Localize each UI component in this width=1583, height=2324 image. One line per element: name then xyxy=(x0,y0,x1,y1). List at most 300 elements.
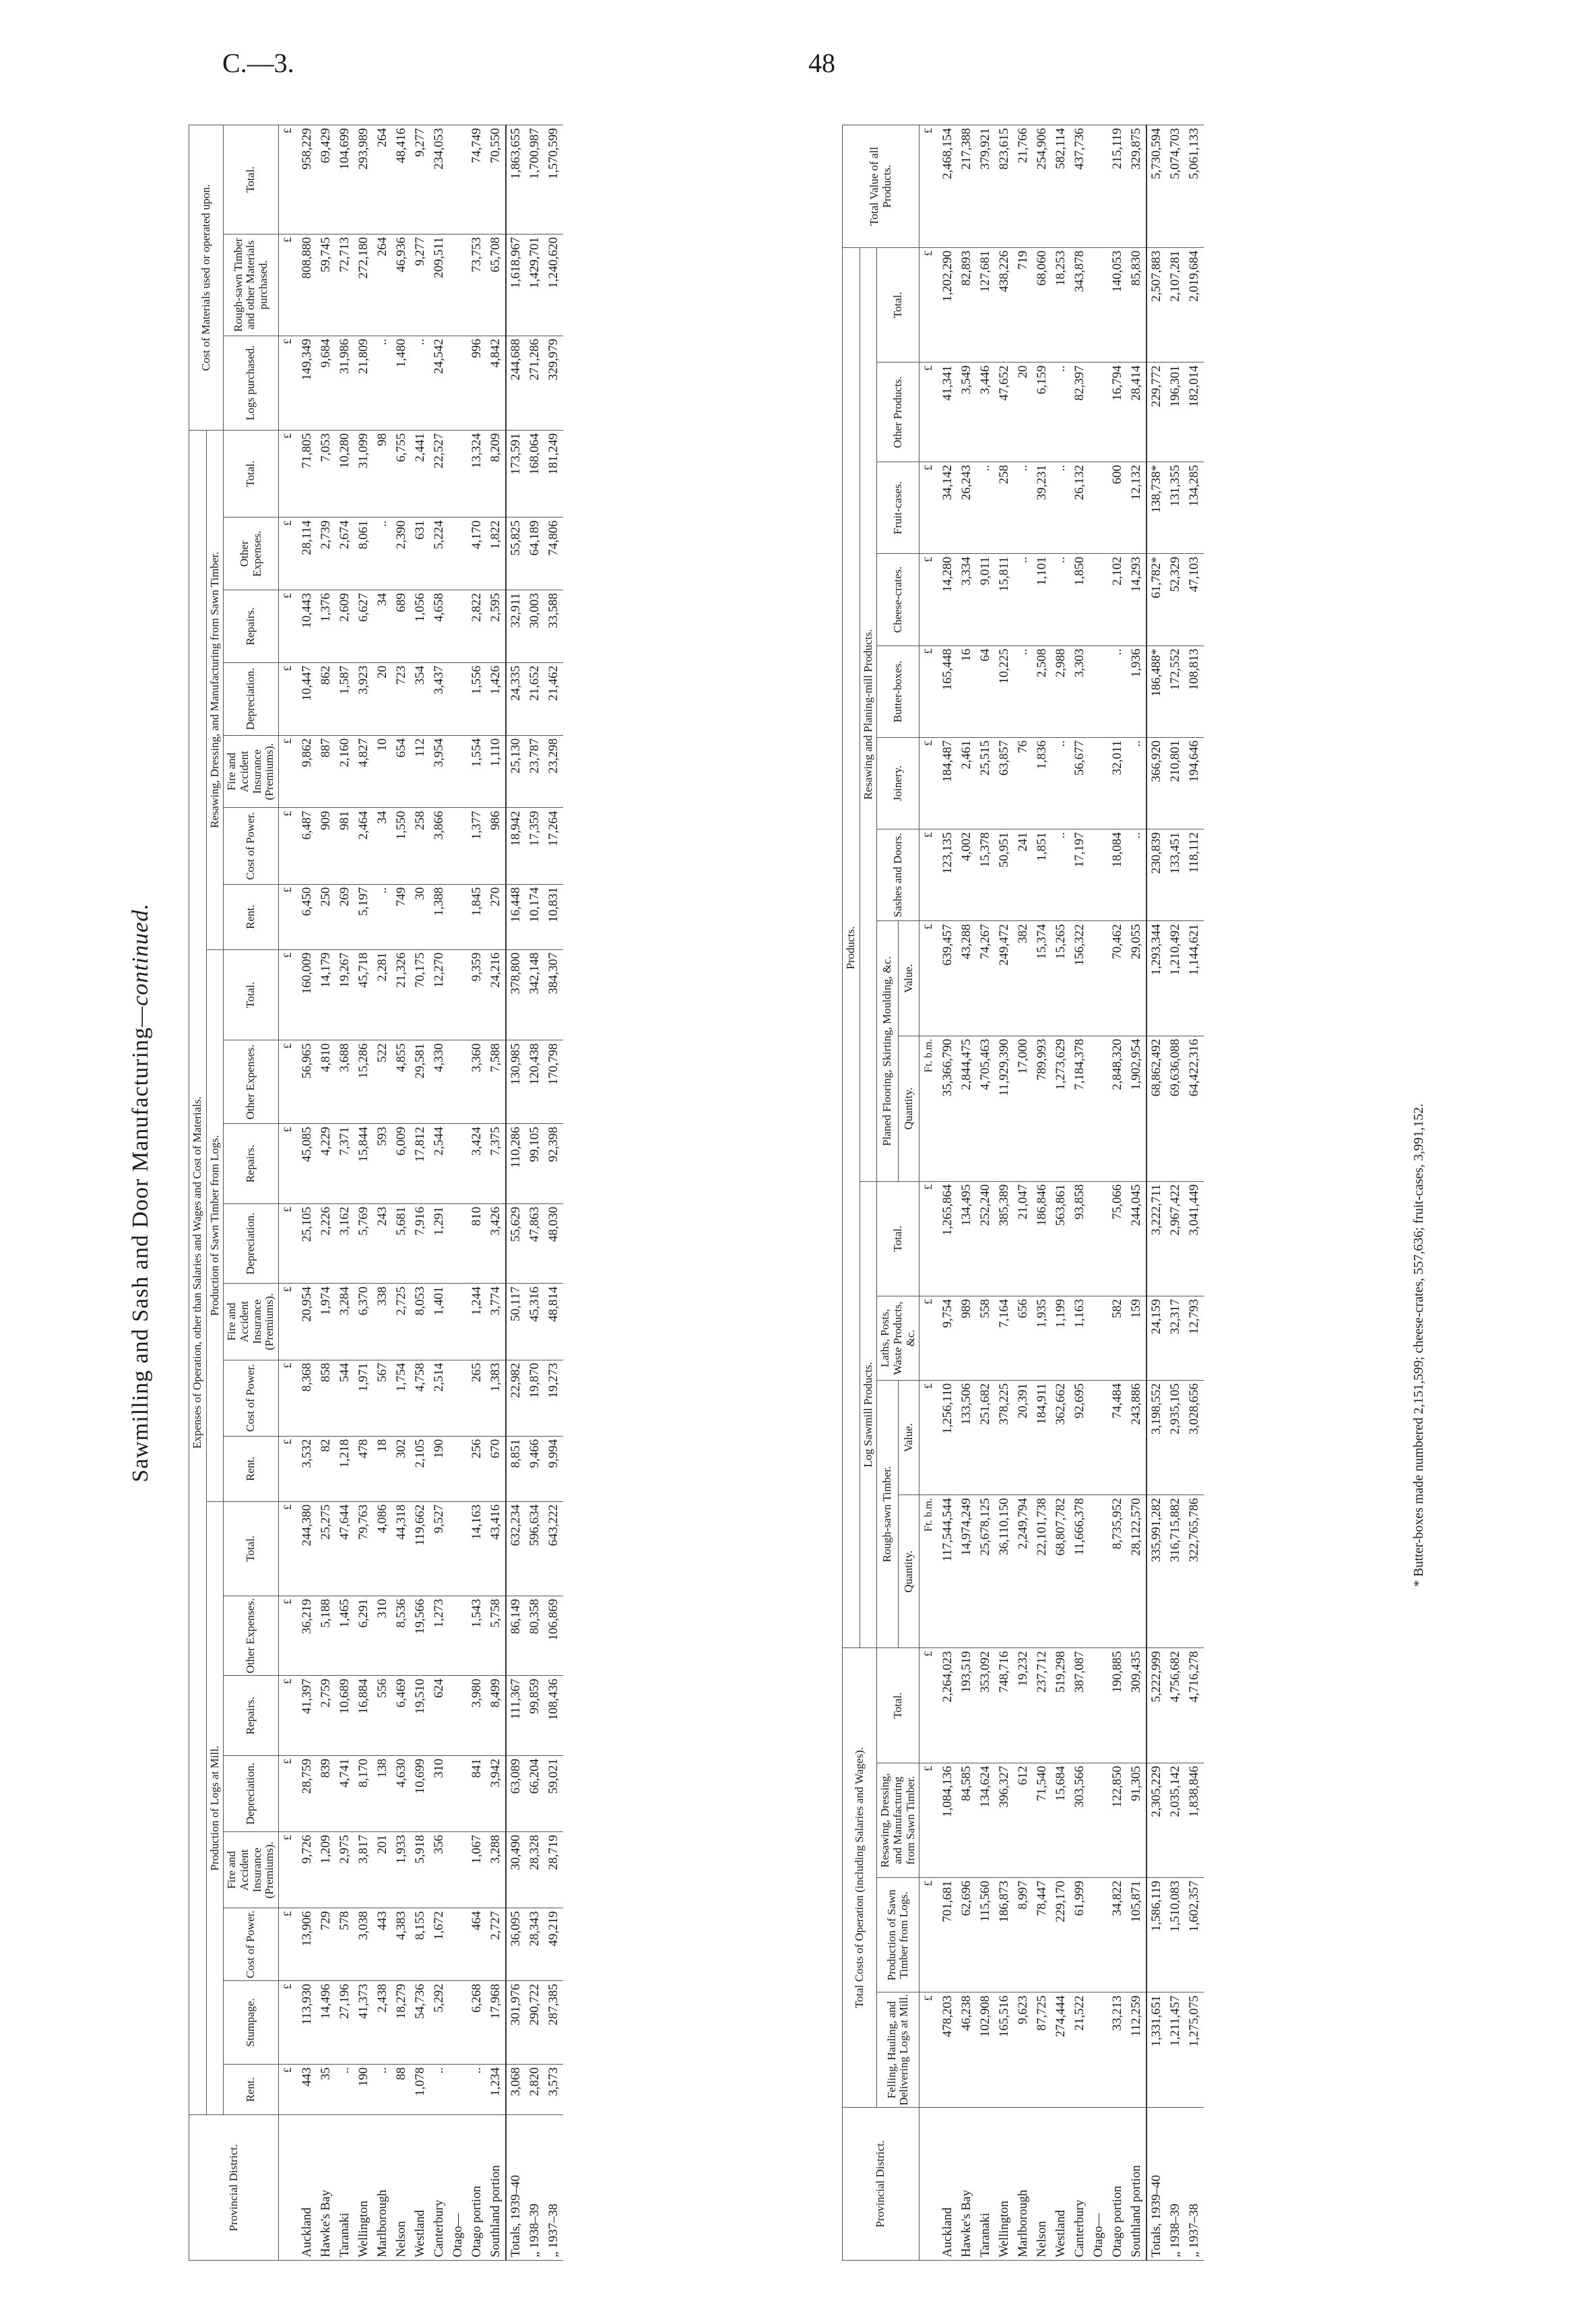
table-cell: 215,119 xyxy=(1108,125,1127,248)
group-log-sawmill: Log Sawmill Products. xyxy=(860,1181,877,1648)
table-cell: 186,873 xyxy=(995,1878,1014,1992)
table-cell: 862 xyxy=(317,662,335,735)
table-cell: 384,307 xyxy=(544,949,563,1040)
table-cell: 3,426 xyxy=(486,1203,506,1284)
table-cell: .. xyxy=(1052,829,1070,921)
table-cell: 12,132 xyxy=(1127,462,1146,554)
col-rent: Rent. xyxy=(224,1436,279,1501)
subheader-row xyxy=(224,125,279,2261)
table-cell: 241 xyxy=(1014,829,1033,921)
unit-cell: £ xyxy=(919,247,939,362)
table-cell: 302 xyxy=(392,1436,411,1501)
table-cell: 41,341 xyxy=(938,363,957,462)
table-cell: 88 xyxy=(392,2065,411,2115)
table-cell: 181,249 xyxy=(544,430,563,517)
table-cell: 56,677 xyxy=(1070,737,1089,829)
table-cell: 1,244 xyxy=(467,1284,486,1360)
col-other: Other Expenses. xyxy=(224,517,279,590)
table-cell: 558 xyxy=(976,1296,995,1380)
table-cell: 310 xyxy=(430,1755,449,1831)
table-cell: 14,496 xyxy=(317,1981,335,2065)
group-sawn-timber: Production of Sawn Timber from Logs. xyxy=(206,949,224,1501)
table-cell: 322,765,786 xyxy=(1185,1495,1204,1648)
table-cell: 1,209 xyxy=(317,1832,335,1908)
table-cell: 55,629 xyxy=(506,1203,525,1284)
table-row xyxy=(449,125,467,2261)
table-cell: 8,851 xyxy=(506,1436,525,1501)
table-cell xyxy=(449,1908,467,1981)
table-cell: 2,595 xyxy=(486,590,506,663)
table-cell: 1,163 xyxy=(1070,1296,1089,1380)
table-cell: 1,067 xyxy=(467,1832,486,1908)
table-cell: 2,514 xyxy=(430,1360,449,1436)
table-cell: 119,662 xyxy=(411,1501,430,1596)
table-row xyxy=(1089,125,1108,2261)
table-cell: 9,684 xyxy=(317,336,335,430)
table-cell: 1,935 xyxy=(1033,1296,1052,1380)
table-cell: 45,718 xyxy=(354,949,373,1040)
table-cell xyxy=(1089,646,1108,737)
table-cell: 35,366,790 xyxy=(938,1036,957,1181)
table-cell: 1,543 xyxy=(467,1596,486,1676)
table-cell: 9,994 xyxy=(544,1436,563,1501)
table-cell: 1,700,987 xyxy=(525,125,544,234)
table-cell: 3,162 xyxy=(335,1203,354,1284)
table-cell: 113,930 xyxy=(298,1981,317,2065)
table-cell: 250 xyxy=(317,884,335,949)
table-cell: .. xyxy=(1014,554,1033,646)
table-cell: 18,279 xyxy=(392,1981,411,2065)
table-cell: 182,014 xyxy=(1185,363,1204,462)
table-cell: 149,349 xyxy=(298,336,317,430)
table-cell: 563,861 xyxy=(1052,1181,1070,1296)
table-cell: 98 xyxy=(373,430,392,517)
table-cell xyxy=(449,1755,467,1831)
unit-cell: £ xyxy=(919,1380,939,1495)
title-main: Sawmilling and Sash and Door Manufacturing xyxy=(128,1027,153,1482)
unit-cell: Ft. b.m. xyxy=(919,1495,939,1648)
table-cell: 68,807,782 xyxy=(1052,1495,1070,1648)
table-cell: 17,197 xyxy=(1070,829,1089,921)
unit-cell: £ xyxy=(279,1832,298,1908)
table-cell: .. xyxy=(976,462,995,554)
table-cell: 112 xyxy=(411,735,430,808)
table-cell: 4,827 xyxy=(354,735,373,808)
table-cell: 382 xyxy=(1014,921,1033,1036)
table-cell: 1,480 xyxy=(392,336,411,430)
table-cell: 165,448 xyxy=(938,646,957,737)
table-cell: 4,758 xyxy=(411,1360,430,1436)
col-rough-value: Value. xyxy=(898,1380,919,1495)
table-cell xyxy=(449,949,467,1040)
table-cell xyxy=(449,1596,467,1676)
table-cell: 32,011 xyxy=(1108,737,1127,829)
table-cell: 134,495 xyxy=(957,1181,976,1296)
table-cell: 3,198,552 xyxy=(1146,1380,1166,1495)
table-cell: 5,758 xyxy=(486,1596,506,1676)
table-cell: 612 xyxy=(1014,1763,1033,1877)
table-cell xyxy=(449,2065,467,2115)
table-cell: 106,869 xyxy=(544,1596,563,1676)
unit-cell: £ xyxy=(919,1878,939,1992)
table-cell: 82,893 xyxy=(957,247,976,362)
table-cell: 9,011 xyxy=(976,554,995,646)
unit-cell: £ xyxy=(279,234,298,336)
table-cell: 1,863,655 xyxy=(506,125,525,234)
table-cell: 23,298 xyxy=(544,735,563,808)
title-suffix: —continued. xyxy=(128,903,153,1028)
table-cell: 8,170 xyxy=(354,1755,373,1831)
row-label: Canterbury xyxy=(1070,2107,1089,2260)
table-cell: 270 xyxy=(486,884,506,949)
table-cell: 1,586,119 xyxy=(1146,1878,1166,1992)
table-cell: 3,288 xyxy=(486,1832,506,1908)
unit-cell: £ xyxy=(279,884,298,949)
table-cell: 2,390 xyxy=(392,517,411,590)
table-cell: 632,234 xyxy=(506,1501,525,1596)
table-cell: 1,101 xyxy=(1033,554,1052,646)
table-cell: 10,225 xyxy=(995,646,1014,737)
unit-cell: £ xyxy=(919,462,939,554)
table-cell: 1,587 xyxy=(335,662,354,735)
table-cell: 20 xyxy=(373,662,392,735)
table-cell: 1,754 xyxy=(392,1360,411,1436)
table-cell: 29,055 xyxy=(1127,921,1146,1036)
table-cell: 16,884 xyxy=(354,1676,373,1756)
table-cell: 76 xyxy=(1014,737,1033,829)
table-cell: 15,844 xyxy=(354,1124,373,1204)
table-cell: 7,184,378 xyxy=(1070,1036,1089,1181)
table-cell: 1,084,136 xyxy=(938,1763,957,1877)
table-row xyxy=(317,125,335,2261)
table-cell: 1,273 xyxy=(430,1596,449,1676)
table-cell: 6,450 xyxy=(298,884,317,949)
table-cell: 9,277 xyxy=(411,125,430,234)
table-cell: 138 xyxy=(373,1755,392,1831)
table-cell: 24,159 xyxy=(1146,1296,1166,1380)
row-label: Wellington xyxy=(995,2107,1014,2260)
table-cell: 1,376 xyxy=(317,590,335,663)
table-cell: 5,222,999 xyxy=(1146,1648,1166,1763)
table-cell: 201 xyxy=(373,1832,392,1908)
table-cell: 1,902,954 xyxy=(1127,1036,1146,1181)
table-cell: 1,510,083 xyxy=(1166,1878,1185,1992)
table-cell: 118,112 xyxy=(1185,829,1204,921)
table-cell: 2,739 xyxy=(317,517,335,590)
unit-cell: £ xyxy=(279,1676,298,1756)
table-cell: 385,389 xyxy=(995,1181,1014,1296)
table-cell: 1,256,110 xyxy=(938,1380,957,1495)
col-total: Total. xyxy=(224,430,279,517)
table-cell: 17,359 xyxy=(525,808,544,884)
table-cell: 8,053 xyxy=(411,1284,430,1360)
table-cell: 578 xyxy=(335,1908,354,1981)
table-row xyxy=(1070,125,1089,2261)
table-cell xyxy=(449,884,467,949)
table-cell: .. xyxy=(1052,363,1070,462)
table-cell: 64,422,316 xyxy=(1185,1036,1204,1181)
table-cell: 2,759 xyxy=(317,1676,335,1756)
unit-cell: £ xyxy=(279,1908,298,1981)
unit-row xyxy=(919,125,939,2261)
table-cell: 1,974 xyxy=(317,1284,335,1360)
row-label: Otago— xyxy=(449,2115,467,2261)
group-logs-at-mill: Production of Logs at Mill. xyxy=(206,1501,224,2115)
table-cell xyxy=(1089,921,1108,1036)
table-cell: 193,519 xyxy=(957,1648,976,1763)
table-cell: 2,935,105 xyxy=(1166,1380,1185,1495)
table-cell xyxy=(449,517,467,590)
table-row xyxy=(430,125,449,2261)
table-row xyxy=(411,125,430,2261)
table-cell: 9,359 xyxy=(467,949,486,1040)
table-cell: 21,809 xyxy=(354,336,373,430)
table-cell: 3,866 xyxy=(430,808,449,884)
table-cell: 21,766 xyxy=(1014,125,1033,248)
table-cell: 229,772 xyxy=(1146,363,1166,462)
table-cell: 1,275,075 xyxy=(1185,1992,1204,2107)
table-cell: 13,324 xyxy=(467,430,486,517)
table-cell: 18,253 xyxy=(1052,247,1070,362)
row-label: Westland xyxy=(411,2115,430,2261)
group-resawing: Resawing, Dressing, and Manufacturing from Sawn Timber. xyxy=(206,430,224,949)
table-cell: 342,148 xyxy=(525,949,544,1040)
table-cell: 71,540 xyxy=(1033,1763,1052,1877)
unit-cell: £ xyxy=(919,363,939,462)
col-insurance: Fire and Accident Insurance (Premiums). xyxy=(224,1832,279,1908)
table-cell: 379,921 xyxy=(976,125,995,248)
unit-cell: £ xyxy=(919,1648,939,1763)
table-cell: 61,782* xyxy=(1146,554,1166,646)
table-cell: 823,615 xyxy=(995,125,1014,248)
table-cell: 56,965 xyxy=(298,1040,317,1124)
table-cell: 596,634 xyxy=(525,1501,544,1596)
table-cell: 41,373 xyxy=(354,1981,373,2065)
row-label: Otago portion xyxy=(467,2115,486,2261)
unit-cell: £ xyxy=(279,1124,298,1204)
table-cell xyxy=(449,1832,467,1908)
table-cell: 28,343 xyxy=(525,1908,544,1981)
table-cell: 115,560 xyxy=(976,1878,995,1992)
table-cell: 366,920 xyxy=(1146,737,1166,829)
table-cell: 1,210,492 xyxy=(1166,921,1185,1036)
table-cell: 1,293,344 xyxy=(1146,921,1166,1036)
table-cell: 156,322 xyxy=(1070,921,1089,1036)
table-cell: 3,532 xyxy=(298,1436,317,1501)
table-cell: 2,727 xyxy=(486,1908,506,1981)
row-label: Southland portion xyxy=(1127,2107,1146,2260)
table-cell: 7,916 xyxy=(411,1203,430,1284)
table-cell: 13,906 xyxy=(298,1908,317,1981)
table-cell: 63,089 xyxy=(506,1755,525,1831)
table-cell: 4,086 xyxy=(373,1501,392,1596)
table-cell: 24,216 xyxy=(486,949,506,1040)
col-depreciation: Depreciation. xyxy=(224,662,279,735)
table-cell: 1,851 xyxy=(1033,829,1052,921)
table-cell: 112,259 xyxy=(1127,1992,1146,2107)
table-cell: 11,666,378 xyxy=(1070,1495,1089,1648)
table-cell: 28,719 xyxy=(544,1832,563,1908)
table-cell: 4,229 xyxy=(317,1124,335,1204)
table-cell xyxy=(1089,1878,1108,1992)
table-cell xyxy=(449,1360,467,1436)
table-cell: 64,189 xyxy=(525,517,544,590)
table-cell xyxy=(449,1676,467,1756)
col-total: Total. xyxy=(224,949,279,1040)
table-row xyxy=(976,125,995,2261)
table-cell: 1,672 xyxy=(430,1908,449,1981)
table-row xyxy=(1052,125,1070,2261)
table-cell: 639,457 xyxy=(938,921,957,1036)
col-total-costs: Total. xyxy=(877,1648,919,1763)
table-cell: 5,918 xyxy=(411,1832,430,1908)
table-cell xyxy=(1089,1648,1108,1763)
table-cell: 464 xyxy=(467,1908,486,1981)
table-cell: 244,380 xyxy=(298,1501,317,1596)
table-cell: 48,814 xyxy=(544,1284,563,1360)
col-planing-total: Total. xyxy=(877,247,919,362)
table-cell: 4,716,278 xyxy=(1185,1648,1204,1763)
unit-cell: Ft. b.m. xyxy=(919,1036,939,1181)
table-cell: 28,414 xyxy=(1127,363,1146,462)
table-cell: .. xyxy=(373,2065,392,2115)
page-number: 48 xyxy=(808,48,835,78)
table-cell: 3,817 xyxy=(354,1832,373,1908)
table-cell: 130,985 xyxy=(506,1040,525,1124)
table-cell: 269 xyxy=(335,884,354,949)
table-cell: 2,281 xyxy=(373,949,392,1040)
table-cell: 49,219 xyxy=(544,1908,563,1981)
table-cell: 99,105 xyxy=(525,1124,544,1204)
col-laths: Laths, Posts, Waste Products, &c. xyxy=(877,1296,919,1380)
table-cell: 8,499 xyxy=(486,1676,506,1756)
table-cell: 2,468,154 xyxy=(938,125,957,248)
table-cell: 196,301 xyxy=(1166,363,1185,462)
table-cell: 117,544,544 xyxy=(938,1495,957,1648)
table-cell xyxy=(449,1981,467,2065)
table-cell: 1,570,599 xyxy=(544,125,563,234)
table-row xyxy=(544,125,563,2261)
table-cell: 120,438 xyxy=(525,1040,544,1124)
table-cell: 9,754 xyxy=(938,1296,957,1380)
table-cell: 14,163 xyxy=(467,1501,486,1596)
table-cell: 17,264 xyxy=(544,808,563,884)
table-cell: 2,507,883 xyxy=(1146,247,1166,362)
table-cell: 2,019,684 xyxy=(1185,247,1204,362)
table-cell: 25,515 xyxy=(976,737,995,829)
table-cell: 2,105 xyxy=(411,1436,430,1501)
table-cell: 7,371 xyxy=(335,1124,354,1204)
table-cell: 301,976 xyxy=(506,1981,525,2065)
table-cell: 748,716 xyxy=(995,1648,1014,1763)
table-cell: 36,110,150 xyxy=(995,1495,1014,1648)
table-cell: 20,954 xyxy=(298,1284,317,1360)
group-products: Products. xyxy=(843,247,860,1647)
group-total-costs: Total Costs of Operation (including Salaries and Wages). xyxy=(843,1648,877,2107)
table-cell xyxy=(449,1284,467,1360)
table-cell: 28,759 xyxy=(298,1755,317,1831)
unit-cell: £ xyxy=(279,1284,298,1360)
unit-cell: £ xyxy=(279,517,298,590)
row-label: Marlborough xyxy=(1014,2107,1033,2260)
table-cell: 50,951 xyxy=(995,829,1014,921)
table-row xyxy=(486,125,506,2261)
table-cell: 909 xyxy=(317,808,335,884)
table-cell: 19,232 xyxy=(1014,1648,1033,1763)
table-cell xyxy=(1089,737,1108,829)
table-cell: 17,000 xyxy=(1014,1036,1033,1181)
table-cell: 41,397 xyxy=(298,1676,317,1756)
table-cell: 251,682 xyxy=(976,1380,995,1495)
table-cell: 50,117 xyxy=(506,1284,525,1360)
table-cell: 1,056 xyxy=(411,590,430,663)
table-cell: 2,438 xyxy=(373,1981,392,2065)
table-cell: 1,618,967 xyxy=(506,234,525,336)
col-other: Other Expenses. xyxy=(224,1596,279,1676)
table-row xyxy=(995,125,1014,2261)
table-cell: 17,812 xyxy=(411,1124,430,1204)
table-cell: .. xyxy=(1014,462,1033,554)
table-cell: 1,234 xyxy=(486,2065,506,2115)
table-cell: 229,170 xyxy=(1052,1878,1070,1992)
table-cell: 1,465 xyxy=(335,1596,354,1676)
table-cell: 3,038 xyxy=(354,1908,373,1981)
table-cell: 30,003 xyxy=(525,590,544,663)
table-cell: 4,002 xyxy=(957,829,976,921)
table-cell: 2,822 xyxy=(467,590,486,663)
table-cell: 230,839 xyxy=(1146,829,1166,921)
table-cell: 15,374 xyxy=(1033,921,1052,1036)
table-cell: 21,522 xyxy=(1070,1992,1089,2107)
table-cell: 265 xyxy=(467,1360,486,1436)
table-cell: 68,060 xyxy=(1033,247,1052,362)
table-cell: 19,267 xyxy=(335,949,354,1040)
table-cell: 160,009 xyxy=(298,949,317,1040)
table-cell: 287,385 xyxy=(544,1981,563,2065)
table-cell: 73,753 xyxy=(467,234,486,336)
table-cell: 303,566 xyxy=(1070,1763,1089,1877)
table-cell: 1,845 xyxy=(467,884,486,949)
table-cell: 1,838,846 xyxy=(1185,1763,1204,1877)
table-cell: 234,053 xyxy=(430,125,449,234)
table-cell: 264 xyxy=(373,234,392,336)
table-cell: 437,736 xyxy=(1070,125,1089,248)
unit-cell: £ xyxy=(919,737,939,829)
table-cell: 84,585 xyxy=(957,1763,976,1877)
table-cell: 133,451 xyxy=(1166,829,1185,921)
table-cell: 4,630 xyxy=(392,1755,411,1831)
expenses-table-body xyxy=(279,125,564,2261)
table-cell xyxy=(1089,125,1108,248)
table-cell: 249,472 xyxy=(995,921,1014,1036)
table-cell: 1,144,621 xyxy=(1185,921,1204,1036)
col-prod-sawn: Production of Sawn Timber from Logs. xyxy=(877,1878,919,1992)
table-cell: 396,327 xyxy=(995,1763,1014,1877)
table-cell: 5,074,703 xyxy=(1166,125,1185,248)
table-cell: 82 xyxy=(317,1436,335,1501)
table-cell: 34,822 xyxy=(1108,1878,1127,1992)
table-cell: .. xyxy=(373,336,392,430)
table-cell xyxy=(449,1436,467,1501)
table-cell: 2,107,281 xyxy=(1166,247,1185,362)
table-cell: 1,426 xyxy=(486,662,506,735)
table-cell: .. xyxy=(467,2065,486,2115)
table-cell: 4,855 xyxy=(392,1040,411,1124)
table-cell: 8,209 xyxy=(486,430,506,517)
table-cell: 329,875 xyxy=(1127,125,1146,248)
col-rough-sawn: Rough-sawn Timber. xyxy=(877,1380,899,1648)
table-cell xyxy=(1089,1296,1108,1380)
